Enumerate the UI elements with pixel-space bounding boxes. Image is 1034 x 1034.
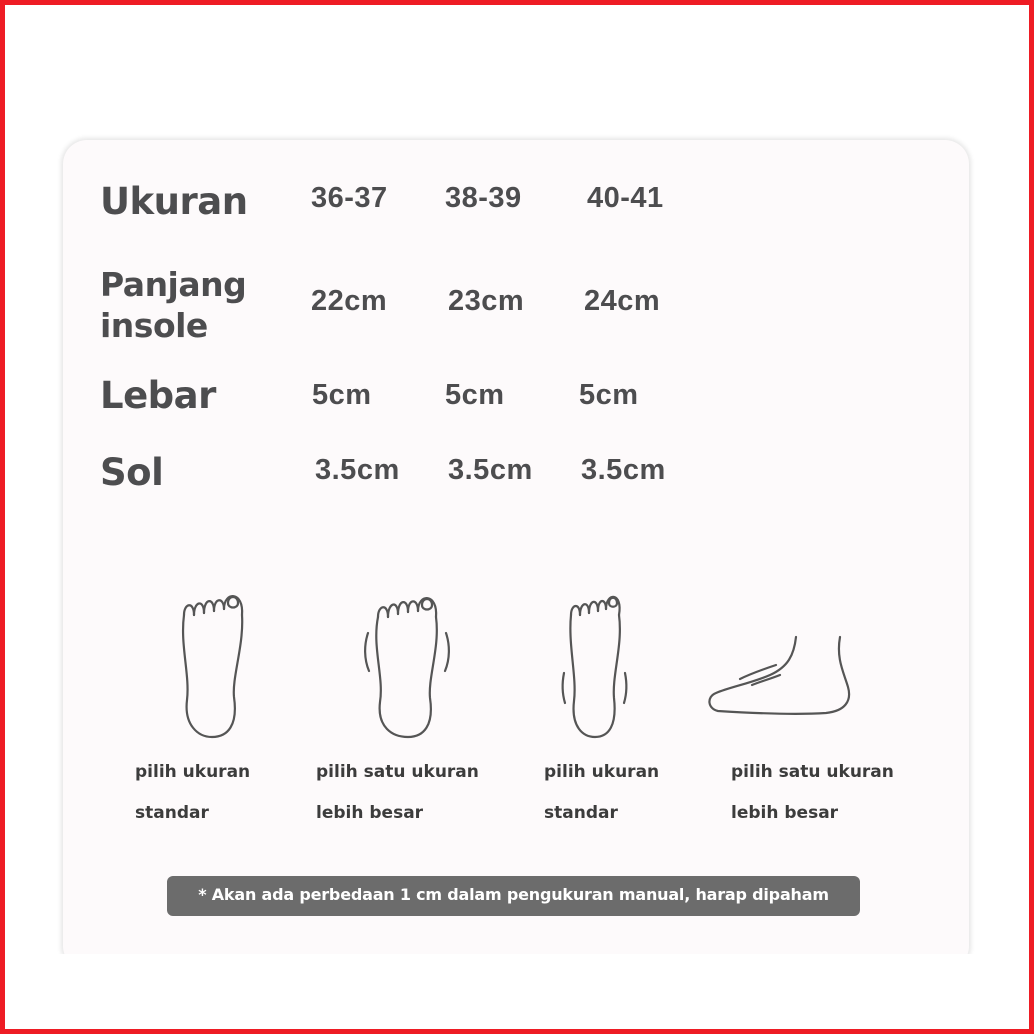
sole-value: 3.5cm (581, 454, 666, 486)
insole-length-value: 24cm (584, 285, 661, 317)
foot-caption: pilih satu ukuran lebih besar (731, 762, 894, 823)
insole-length-label-line1: Panjang (100, 265, 247, 304)
wide-foot-icon (358, 585, 458, 745)
insole-length-value: 22cm (311, 285, 388, 317)
high-instep-foot-icon (700, 625, 860, 725)
width-label: Lebar (100, 374, 216, 417)
normal-foot-icon (170, 585, 260, 745)
sole-value: 3.5cm (448, 454, 533, 486)
width-value: 5cm (312, 379, 372, 411)
width-value: 5cm (579, 379, 639, 411)
bottom-cutoff (40, 954, 990, 1024)
sole-value: 3.5cm (315, 454, 400, 486)
sole-label: Sol (100, 451, 164, 494)
size-value: 40-41 (587, 182, 664, 214)
insole-length-label (100, 264, 246, 346)
foot-caption: pilih satu ukuran lebih besar (316, 762, 479, 823)
width-value: 5cm (445, 379, 505, 411)
insole-length-value: 23cm (448, 285, 525, 317)
size-label: Ukuran (100, 180, 248, 223)
size-value: 38-39 (445, 182, 522, 214)
measurement-note: * Akan ada perbedaan 1 cm dalam pengukuran manual, harap dipaham (167, 876, 860, 916)
foot-caption: pilih ukuran standar (544, 762, 660, 823)
size-value: 36-37 (311, 182, 388, 214)
foot-caption: pilih ukuran standar (135, 762, 251, 823)
insole-length-label-line2: insole (100, 306, 208, 345)
narrow-foot-icon (555, 585, 635, 745)
